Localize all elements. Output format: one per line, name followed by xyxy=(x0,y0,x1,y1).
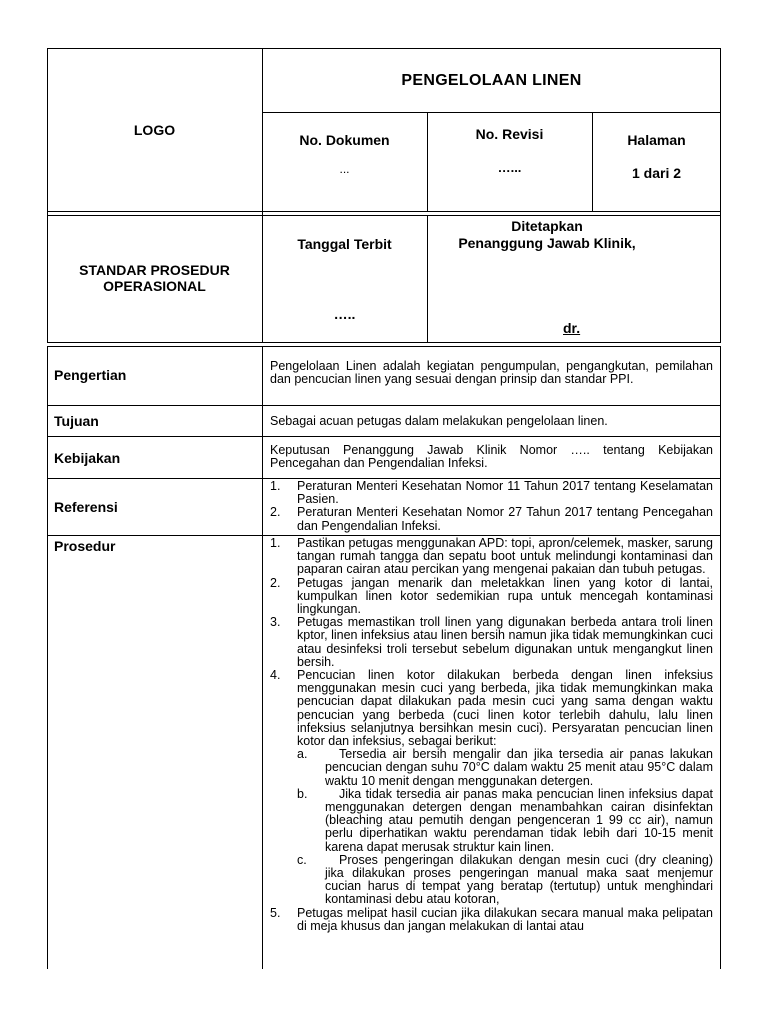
prosedur-item-text: Pencucian linen kotor dilakukan berbeda dengan linen infeksius menggunakan mesin cuci yang berbeda, jika tidak memungkinkan maka pencucian dapat dilakukan pada mesin cuci yang sama dengan waktu pencucian yang berbeda (cuci linen kotor terlebih dahulu, lalu linen infeksius selanjutnya bersihkan mesin cuci). Persyaratan pencucian linen kotor dan infeksius, sebagai berikut: xyxy=(297,668,713,749)
ditetapkan-line2: Penanggung Jawab Klinik, xyxy=(458,235,636,251)
prosedur-item-text: Petugas memastikan troll linen yang digunakan berbeda antara troli linen kptor, linen infeksius atau linen bersih namun jika tidak memungkinkan cuci atau desinfeksi troli tersebut sebelum digunakan untuk mengangkut linen bersih. xyxy=(297,615,713,669)
document-title: PENGELOLAAN LINEN xyxy=(401,72,582,89)
referensi-label: Referensi xyxy=(54,499,118,515)
prosedur-subitem-text: Proses pengeringan dilakukan dengan mesin cuci (dry cleaning) jika dilakukan proses pengeringan manual maka saat menjemur cucian harus di tempat yang beratap (tertutup) untuk menghindari kontaminasi debu atau kotoran, xyxy=(325,852,713,907)
sop-label-line2: OPERASIONAL xyxy=(103,278,206,294)
kebijakan-label: Kebijakan xyxy=(54,450,121,466)
referensi-item xyxy=(270,480,713,506)
no-dokumen-label: No. Dokumen xyxy=(299,132,390,148)
halaman-value: 1 dari 2 xyxy=(631,165,682,181)
referensi-list xyxy=(270,480,713,533)
prosedur-item-number: 5. xyxy=(270,905,281,920)
prosedur-item-text: Petugas melipat hasil cucian jika dilakukan secara manual maka pelipatan di meja khusus dan jangan melakukan di lantai atau xyxy=(297,905,713,933)
prosedur-item-number: 1. xyxy=(270,537,281,550)
header-table xyxy=(47,48,721,343)
tanggal-terbit-value: ….. xyxy=(333,306,356,322)
prosedur-subitem-letter: b. xyxy=(297,786,308,801)
ditetapkan-block xyxy=(427,218,667,252)
prosedur-item-number: 4. xyxy=(270,668,281,683)
sop-label-line1: STANDAR PROSEDUR xyxy=(79,262,230,278)
prosedur-item xyxy=(270,669,713,748)
signature-dr: dr. xyxy=(563,320,581,336)
referensi-item-number: 1. xyxy=(270,479,281,493)
referensi-item-number: 2. xyxy=(270,505,281,520)
ditetapkan-line1: Ditetapkan xyxy=(511,218,583,234)
referensi-item xyxy=(270,506,713,532)
prosedur-subitem-text: Jika tidak tersedia air panas maka pencucian linen infeksius dapat menggunakan detergen dengan menambahkan cairan disinfektan (bleaching atau pemutih dengan pengenceran 1 99 cc air), namun perlu diperhatikan waktu perendaman tidak lebih dari 10-15 menit karena dapat merusak struktur kain linen. xyxy=(325,786,713,854)
prosedur-item-number: 2. xyxy=(270,575,281,590)
referensi-item-text: Peraturan Menteri Kesehatan Nomor 27 Tahun 2017 tentang Pencegahan dan Pengendalian Infeksi. xyxy=(297,505,713,533)
prosedur-item xyxy=(270,577,713,617)
prosedur-label: Prosedur xyxy=(54,538,116,554)
prosedur-subitem xyxy=(297,748,713,788)
prosedur-item xyxy=(270,537,713,577)
kebijakan-text: Keputusan Penanggung Jawab Klinik Nomor ….. tentang Kebijakan Pencegahan dan Pengendalian Infeksi. xyxy=(270,443,713,471)
no-revisi-label: No. Revisi xyxy=(475,126,544,142)
pengertian-text: Pengelolaan Linen adalah kegiatan pengumpulan, pengangkutan, pemilahan dan pencucian linen yang sesuai dengan prinsip dan standar PPI. xyxy=(270,359,713,387)
prosedur-subitem xyxy=(297,854,713,907)
prosedur-subitem-text: Tersedia air bersih mengalir dan jika tersedia air panas lakukan pencucian dengan suhu 70°C dalam waktu 25 menit atau 95°C dalam waktu 10 menit dengan menggunakan detergen. xyxy=(325,747,713,788)
tujuan-label: Tujuan xyxy=(54,413,99,429)
tujuan-text: Sebagai acuan petugas dalam melakukan pengelolaan linen. xyxy=(270,414,608,428)
sop-label xyxy=(47,262,262,294)
prosedur-subitem-letter: a. xyxy=(297,747,308,762)
prosedur-item-text: Pastikan petugas menggunakan APD: topi, apron/celemek, masker, sarung tangan rumah tangga dan sepatu boot untuk melindungi kontaminasi dan paparan cairan atau percikan yang mengenai pakaian dan tubuh petugas. xyxy=(297,537,713,577)
tanggal-terbit-label: Tanggal Terbit xyxy=(297,236,392,252)
prosedur-list xyxy=(270,537,713,968)
pengertian-label: Pengertian xyxy=(54,367,127,383)
prosedur-item xyxy=(270,907,713,933)
referensi-item-text: Peraturan Menteri Kesehatan Nomor 11 Tahun 2017 tentang Keselamatan Pasien. xyxy=(297,479,713,507)
logo-placeholder: LOGO xyxy=(133,122,176,138)
no-revisi-value: …... xyxy=(497,160,522,175)
prosedur-item-number: 3. xyxy=(270,615,281,630)
prosedur-item xyxy=(270,616,713,669)
prosedur-subitem xyxy=(297,788,713,854)
prosedur-subitem-letter: c. xyxy=(297,852,307,867)
prosedur-item-text: Petugas jangan menarik dan meletakkan linen yang kotor di lantai, kumpulkan linen kotor sedemikian rupa untuk mencegah kontaminasi lingkungan. xyxy=(297,575,713,617)
no-dokumen-value: ... xyxy=(339,162,350,176)
halaman-label: Halaman xyxy=(627,132,686,148)
